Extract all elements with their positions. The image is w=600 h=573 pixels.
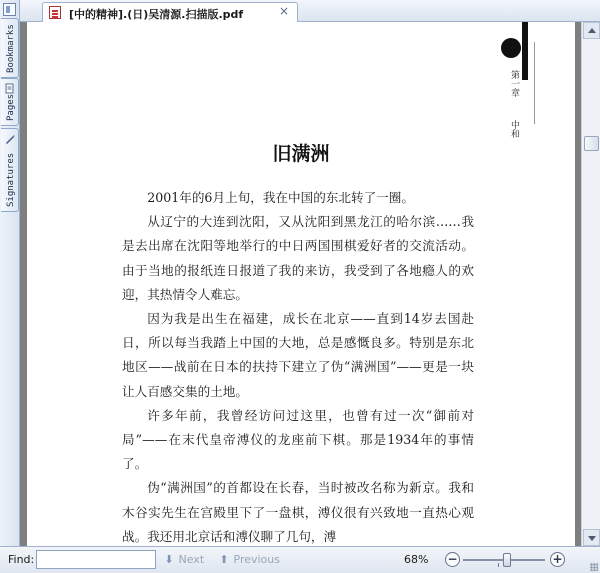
header-rule — [534, 42, 535, 124]
zoom-slider-tick — [498, 563, 499, 567]
document-tab-bar — [20, 0, 600, 22]
arrow-down-icon — [588, 536, 596, 541]
panel-toggle-icon[interactable] — [3, 3, 16, 16]
find-previous-button[interactable] — [218, 553, 280, 566]
tab-pages[interactable] — [1, 78, 19, 126]
paragraph: 2001年的6月上旬，我在中国的东北转了一圈。 — [147, 190, 414, 205]
zoom-slider-thumb[interactable] — [503, 553, 511, 567]
paragraph: 许多年前，我曾经访问过这里，也曾有过一次“御前对局”——在末代皇帝溥仪的龙座前下棋。那是1934年的事情了。 — [122, 407, 474, 472]
arrow-up-icon — [588, 28, 596, 33]
pdf-file-icon — [49, 6, 61, 19]
vertical-scrollbar[interactable] — [581, 22, 600, 546]
scroll-thumb[interactable] — [584, 136, 599, 151]
running-head-chapter: 第一章 — [509, 70, 519, 97]
document-tab[interactable] — [42, 2, 298, 22]
arrow-down-icon: ⬇ — [164, 553, 174, 566]
close-tab-icon[interactable]: × — [278, 4, 289, 18]
document-tab-title: [中的精神].(日)吴清源.扫描版.pdf — [69, 8, 244, 21]
document-viewport[interactable] — [20, 22, 581, 546]
find-next-label: Next — [178, 553, 205, 566]
pen-icon — [4, 133, 16, 145]
find-input[interactable] — [36, 550, 156, 569]
page-body — [122, 186, 474, 546]
tab-signatures-label: Signatures — [6, 152, 16, 207]
find-bar — [0, 546, 600, 573]
resize-grip-icon[interactable] — [590, 563, 598, 571]
paragraph: 伪“满洲国”的首都设在长春，当时被改名称为新京。我和木谷实先生在宫殿里下了一盘棋，溥仪很有兴致地一直热心观战。我还用北京话和溥仪聊了几句，溥 — [122, 480, 474, 544]
paragraph: 因为我是出生在福建，成长在北京——直到14岁去国赴日，所以每当我踏上中国的大地，总是感慨良多。特别是东北地区——战前在日本的扶持下建立了伪“满洲国”——更是一块让人百感交集的土地。 — [122, 311, 474, 399]
find-previous-label: Previous — [233, 553, 280, 566]
tab-bookmarks-label: Bookmarks — [6, 24, 16, 73]
chapter-bar — [522, 22, 528, 80]
zoom-in-button[interactable]: + — [550, 552, 565, 567]
zoom-out-button[interactable]: − — [445, 552, 460, 567]
paragraph: 从辽宁的大连到沈阳，又从沈阳到黑龙江的哈尔滨……我是去出席在沈阳等地举行的中日两国围棋爱好者的交流活动。由于当地的报纸连日报道了我的来访，我受到了各地瘾人的欢迎，其热情令人难忘。 — [122, 214, 474, 302]
side-panel-rail — [0, 0, 20, 546]
running-head-section: 中和 — [509, 120, 519, 138]
find-next-button[interactable] — [163, 553, 204, 566]
page-title: 旧满洲 — [272, 143, 330, 165]
tab-signatures[interactable] — [1, 128, 19, 212]
tab-pages-label: Pages — [6, 93, 16, 121]
chapter-ornament — [501, 38, 521, 58]
zoom-level: 68% — [404, 553, 429, 566]
scroll-down-button[interactable] — [583, 529, 600, 546]
arrow-up-icon: ⬆ — [219, 553, 229, 566]
find-label: Find: — [8, 553, 35, 566]
scroll-up-button[interactable] — [583, 22, 600, 39]
tab-bookmarks[interactable] — [1, 18, 19, 78]
pdf-page — [27, 22, 575, 546]
